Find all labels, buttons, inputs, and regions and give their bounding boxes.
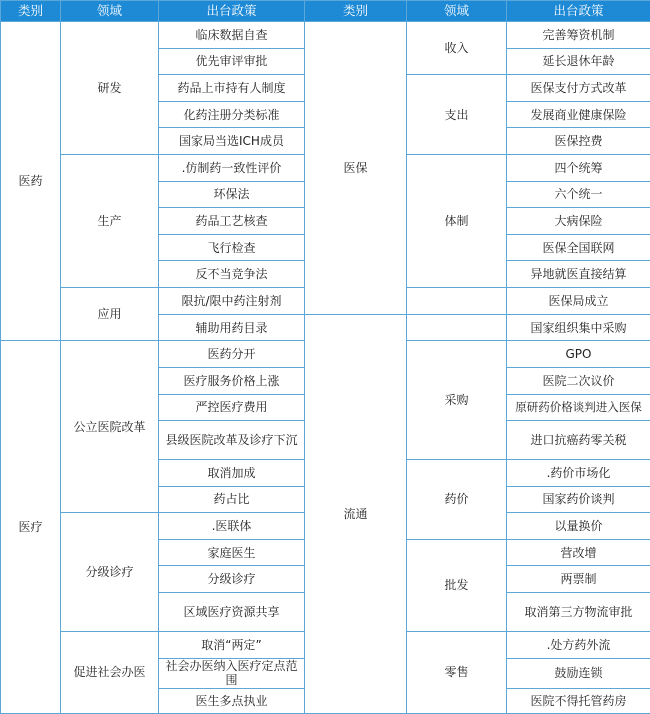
policy-cell: .仿制药一致性评价 xyxy=(159,155,305,182)
header-policy: 出台政策 xyxy=(159,1,305,22)
header-category: 类别 xyxy=(1,1,61,22)
policy-cell: 六个统一 xyxy=(507,181,650,208)
policy-cell: 环保法 xyxy=(159,181,305,208)
policy-cell: 化药注册分类标准 xyxy=(159,101,305,128)
category-cell: 流通 xyxy=(305,314,407,713)
policy-cell: 临床数据自查 xyxy=(159,22,305,49)
policy-cell: 完善筹资机制 xyxy=(507,22,650,49)
policy-cell: 四个统筹 xyxy=(507,155,650,182)
domain-cell: 研发 xyxy=(61,22,159,155)
domain-cell: 采购 xyxy=(407,341,507,460)
policy-cell: 严控医疗费用 xyxy=(159,394,305,421)
category-cell: 医保 xyxy=(305,22,407,315)
table-row xyxy=(1,22,650,49)
policy-cell: 限抗/限中药注射剂 xyxy=(159,288,305,315)
header-domain-2: 领域 xyxy=(407,1,507,22)
policy-cell: 区域医疗资源共享 xyxy=(159,593,305,632)
header-domain: 领域 xyxy=(61,1,159,22)
policy-cell: 国家局当选ICH成员 xyxy=(159,128,305,155)
policy-cell: 医保支付方式改革 xyxy=(507,75,650,102)
domain-cell: 公立医院改革 xyxy=(61,341,159,513)
policy-cell: 医生多点执业 xyxy=(159,689,305,714)
policy-cell: 分级诊疗 xyxy=(159,566,305,593)
policy-cell: 取消加成 xyxy=(159,460,305,487)
policy-cell: 药占比 xyxy=(159,486,305,513)
policy-cell: 医保全国联网 xyxy=(507,234,650,261)
policy-cell: 医药分开 xyxy=(159,341,305,368)
policy-cell: 医疗服务价格上涨 xyxy=(159,367,305,394)
policy-cell: 社会办医纳入医疗定点范围 xyxy=(159,658,305,689)
policy-cell: 延长退休年龄 xyxy=(507,48,650,75)
policy-cell: 县级医院改革及诊疗下沉 xyxy=(159,421,305,460)
domain-cell: 收入 xyxy=(407,22,507,75)
policy-cell: 反不当竞争法 xyxy=(159,261,305,288)
header-row xyxy=(1,1,650,22)
policy-cell: 优先审评审批 xyxy=(159,48,305,75)
domain-cell: 促进社会办医 xyxy=(61,631,159,713)
domain-cell: 批发 xyxy=(407,539,507,631)
policy-cell: GPO xyxy=(507,341,650,368)
policy-cell: 药品工艺核查 xyxy=(159,208,305,235)
policy-cell: 异地就医直接结算 xyxy=(507,261,650,288)
policy-cell: 家庭医生 xyxy=(159,539,305,566)
policy-cell: 取消第三方物流审批 xyxy=(507,593,650,632)
policy-cell: 进口抗癌药零关税 xyxy=(507,421,650,460)
policy-cell: 发展商业健康保险 xyxy=(507,101,650,128)
policy-cell: .医联体 xyxy=(159,513,305,540)
domain-cell: 支出 xyxy=(407,75,507,155)
domain-cell: 应用 xyxy=(61,288,159,341)
policy-cell: 国家药价谈判 xyxy=(507,486,650,513)
policy-cell: 辅助用药目录 xyxy=(159,314,305,341)
category-cell: 医药 xyxy=(1,22,61,341)
policy-cell: 医保控费 xyxy=(507,128,650,155)
domain-cell: 体制 xyxy=(407,155,507,288)
policy-cell: 医院二次议价 xyxy=(507,367,650,394)
policy-cell: 飞行检查 xyxy=(159,234,305,261)
policy-cell: .药价市场化 xyxy=(507,460,650,487)
policy-cell: 医院不得托管药房 xyxy=(507,689,650,714)
domain-cell: 分级诊疗 xyxy=(61,513,159,632)
policy-cell: 药品上市持有人制度 xyxy=(159,75,305,102)
policy-cell: 国家组织集中采购 xyxy=(507,314,650,341)
header-category-2: 类别 xyxy=(305,1,407,22)
header-policy-2: 出台政策 xyxy=(507,1,650,22)
domain-cell-empty xyxy=(407,314,507,341)
policy-cell: 大病保险 xyxy=(507,208,650,235)
policy-cell: 取消“两定” xyxy=(159,631,305,658)
policy-cell: 鼓励连锁 xyxy=(507,658,650,689)
category-cell: 医疗 xyxy=(1,341,61,714)
domain-cell: 药价 xyxy=(407,460,507,540)
policy-cell: 以量换价 xyxy=(507,513,650,540)
policy-cell: 营改增 xyxy=(507,539,650,566)
domain-cell: 零售 xyxy=(407,631,507,713)
policy-cell: 两票制 xyxy=(507,566,650,593)
policy-cell: .处方药外流 xyxy=(507,631,650,658)
domain-cell-empty xyxy=(407,288,507,315)
policy-cell: 医保局成立 xyxy=(507,288,650,315)
domain-cell: 生产 xyxy=(61,155,159,288)
policy-cell: 原研药价格谈判进入医保 xyxy=(507,394,650,421)
